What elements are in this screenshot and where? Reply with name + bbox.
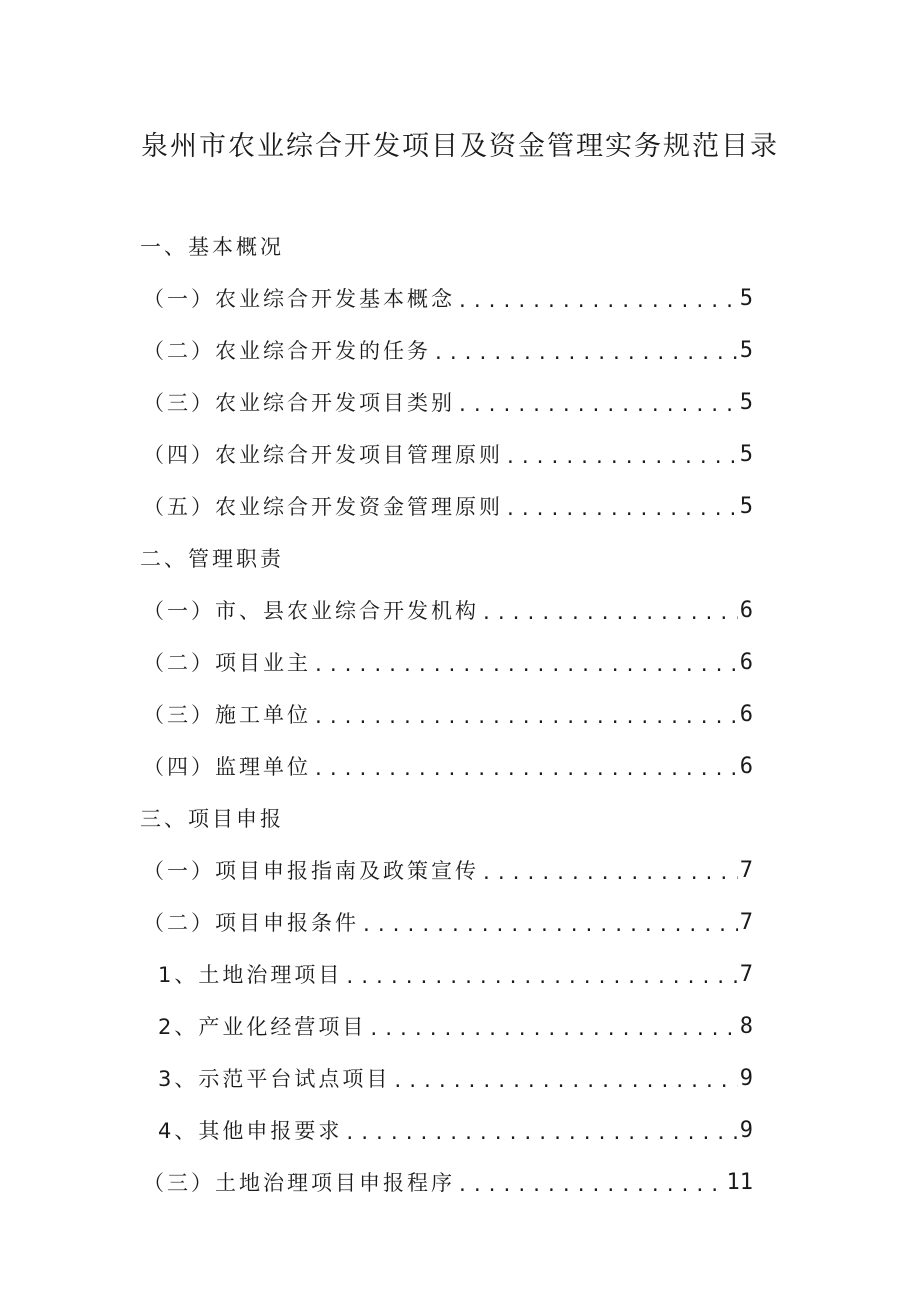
toc-entry-page: 5 [739, 389, 753, 415]
toc-entry[interactable] [143, 324, 753, 376]
toc-entry-label: （二）项目申报条件 [143, 911, 359, 935]
dot-leader [392, 1071, 737, 1092]
toc-entry[interactable] [143, 688, 753, 740]
toc-entry-page: 9 [739, 1065, 753, 1091]
toc-entry-page: 11 [726, 1169, 753, 1195]
toc-entry-label: 4、其他申报要求 [158, 1119, 343, 1143]
toc-entry-label: （一）农业综合开发基本概念 [143, 287, 455, 311]
toc-entry-label: 1、土地治理项目 [158, 963, 343, 987]
dot-leader [368, 1019, 737, 1040]
dot-leader [457, 1175, 725, 1196]
toc-entry-page: 5 [739, 493, 753, 519]
toc-entry-page: 7 [739, 857, 753, 883]
toc-entry-page: 5 [739, 441, 753, 467]
toc-subentry[interactable] [158, 1104, 753, 1156]
dot-leader [505, 499, 738, 520]
toc-section-heading: 一、基本概况 [140, 235, 284, 259]
toc-entry-page: 8 [739, 1013, 753, 1039]
toc-entry-label: （三）农业综合开发项目类别 [143, 391, 455, 415]
toc-subentry[interactable] [158, 1000, 753, 1052]
toc-entry-label: 2、产业化经营项目 [158, 1015, 367, 1039]
toc-entry[interactable] [143, 740, 753, 792]
toc-subentry[interactable] [158, 1052, 753, 1104]
toc-entry[interactable] [143, 376, 753, 428]
dot-leader [313, 759, 738, 780]
toc-entry-page: 5 [739, 337, 753, 363]
toc-entry[interactable] [143, 480, 753, 532]
toc-entry-label: （二）项目业主 [143, 651, 311, 675]
toc-entry[interactable] [143, 844, 753, 896]
dot-leader [505, 447, 738, 468]
document-title: 泉州市农业综合开发项目及资金管理实务规范目录 [141, 131, 779, 162]
dot-leader [457, 291, 738, 312]
toc-entry-page: 9 [739, 1117, 753, 1143]
toc-entry[interactable] [143, 428, 753, 480]
dot-leader [313, 707, 738, 728]
toc-entry-label: （三）施工单位 [143, 703, 311, 727]
toc-entry[interactable] [143, 272, 753, 324]
dot-leader [457, 395, 738, 416]
toc-entry-page: 6 [739, 753, 753, 779]
toc-entry-page: 7 [739, 961, 753, 987]
dot-leader [481, 863, 738, 884]
dot-leader [313, 655, 738, 676]
dot-leader [481, 603, 738, 624]
toc-entry-page: 6 [739, 649, 753, 675]
toc-entry[interactable] [143, 636, 753, 688]
dot-leader [344, 967, 737, 988]
toc-entry-page: 6 [739, 701, 753, 727]
toc-entry-label: （三）土地治理项目申报程序 [143, 1171, 455, 1195]
toc-entry[interactable] [143, 1156, 753, 1208]
dot-leader [433, 343, 738, 364]
toc-entry-label: （四）农业综合开发项目管理原则 [143, 443, 503, 467]
toc-entry[interactable] [143, 584, 753, 636]
toc-entry-label: （二）农业综合开发的任务 [143, 339, 431, 363]
dot-leader [344, 1123, 737, 1144]
toc-entry-label: （五）农业综合开发资金管理原则 [143, 495, 503, 519]
toc-entry[interactable] [143, 896, 753, 948]
toc-entry-label: （一）市、县农业综合开发机构 [143, 599, 479, 623]
dot-leader [361, 915, 738, 936]
toc-entry-label: （四）监理单位 [143, 755, 311, 779]
toc-subentry[interactable] [158, 948, 753, 1000]
toc-section-heading: 二、管理职责 [140, 547, 284, 571]
toc-entry-label: （一）项目申报指南及政策宣传 [143, 859, 479, 883]
toc-entry-page: 7 [739, 909, 753, 935]
toc-entry-page: 5 [739, 285, 753, 311]
toc-entry-label: 3、示范平台试点项目 [158, 1067, 391, 1091]
toc-entry-page: 6 [739, 597, 753, 623]
toc-section-heading: 三、项目申报 [140, 807, 284, 831]
